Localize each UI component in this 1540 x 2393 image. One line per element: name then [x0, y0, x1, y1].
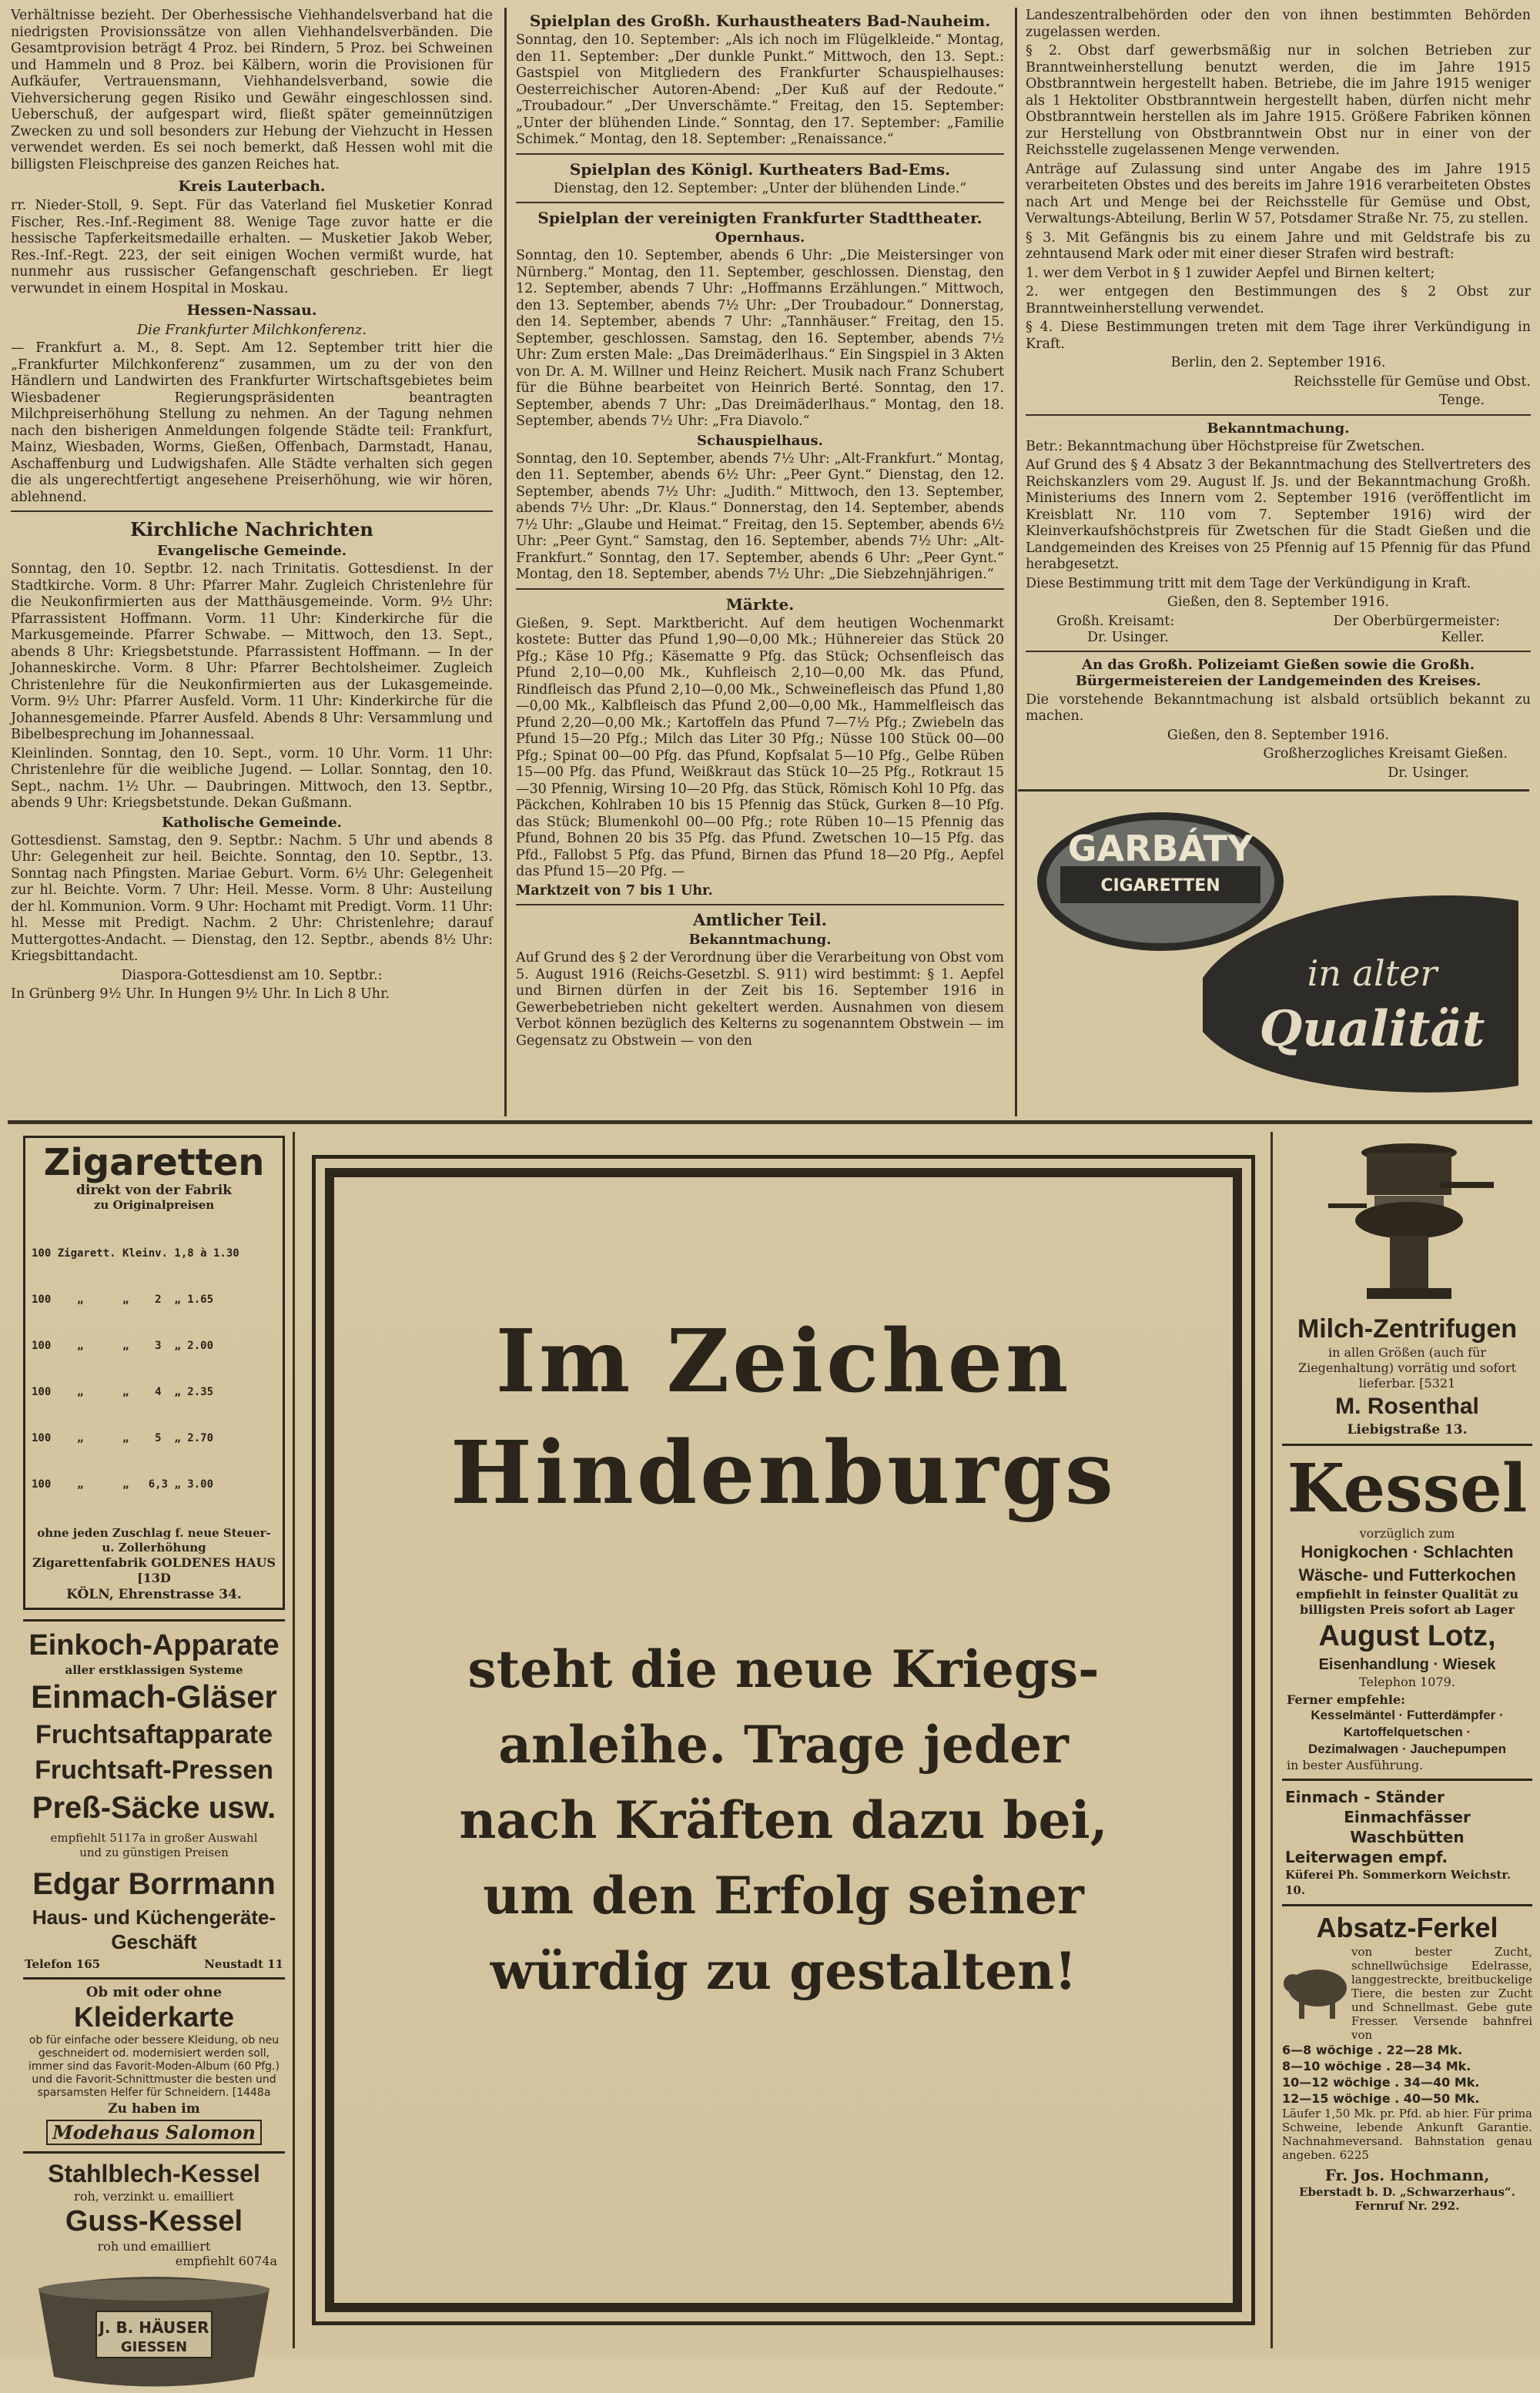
article-diaspora: Diaspora-Gottesdienst am 10. Septbr.:: [121, 967, 383, 983]
borrmann-glaeser: Einmach-Gläser: [31, 1678, 277, 1715]
article-col3-p4: § 3. Mit Gefängnis bis zu einem Jahre und mit Geldstrafe bis zu zehntausend Mark oder mit einer dieser Strafen wird bestraft:: [1026, 229, 1531, 262]
signature-giessen-2: Gießen, den 8. September 1916.: [1167, 727, 1390, 743]
article-ortsueblich: Die vorstehende Bekanntmachung ist alsbald ortsüblich bekannt zu machen.: [1026, 691, 1531, 724]
kleiderkarte-title: Kleiderkarte: [73, 2001, 235, 2033]
kessel-title: Kessel: [1287, 1450, 1528, 1528]
article-marktbericht: Gießen, 9. Sept. Marktbericht. Auf dem heutigen Wochenmarkt kostete: Butter das Pfund 1,90—0,00 Mk.; Hühnereier das Stück 20 Pfg.; Käse 10 Pfg.; Käsematte 9 Pfg. das Stück; Ochsenfleisch das Pfund 2,10—0,00 Mk., Kuhfleisch 2,10—0,00 Mk. das Pfund, Rindfleisch das Pfund 2,10—0,00 Mk., Schweinefleisch das Pfund 1,80—0,00 Mk., Kalbfleisch das Pfund 2,00—0,00 Mk., Hammelfleisch das Pfund 2,20—0,00 Mk.; Kartoffeln das Pfund 7—7½ Pfg.; Zwiebeln das Pfund 15—20 Pfg.; Milch das Liter 30 Pfg.; Nüsse 100 Stück 00—00 Pfg.; Spinat 00—00 Pfg. das Pfund, Kopfsalat 5—10 Pfg., Gelbe Rüben 15—00 Pfg. das Pfund, Weißkraut das Stück 10—25 Pfg., Rotkraut 15—30 Pfennig, Wirsing 10—20 Pfg. das Stück, Römisch Kohl 10 Pfg. das Päckchen, Kohlraben 10 bis 15 Pfennig das Stück, Gurken 8—10 Pfg. das Stück; Blumenkohl 00—00 Pfg.; rote Rüben 10—15 Pfennig das Pfund, Bohnen 20 bis 35 Pfg. das Pfund. Zwetschen 10—15 Pfg. das Pfd., Fallobst 5 Pfg. das Pfund, Birnen das Pfund 18—20 Pfg., Aepfel das Pfund 15—20 Pfg. —: [516, 615, 1004, 879]
heading-spielplan-nauheim: Spielplan des Großh. Kurhaustheaters Bad-Nauheim.: [529, 12, 991, 30]
haeuser-empfiehlt: empfiehlt 6074a: [175, 2254, 277, 2268]
heading-amtlicher-teil: Amtlicher Teil.: [693, 910, 827, 929]
zigaretten-orig: zu Originalpreisen: [93, 1198, 215, 1212]
divider: [516, 588, 1004, 590]
pig-icon: [1282, 1945, 1351, 2030]
ferkel-garantie: Läufer 1,50 Mk. pr. Pfd. ab hier. Für prima Schweine, lebende Ankunft Garantie. Nachnahmeversand. Bahnstation genau angeben. 6225: [1282, 2107, 1532, 2162]
signature-usinger: Dr. Usinger.: [1087, 629, 1169, 645]
price-row: 100 „ „ 4 „ 2.35: [32, 1386, 214, 1398]
divider: [11, 510, 493, 512]
sommerkorn-kueferei: Küferei Ph. Sommerkorn Weichstr. 10.: [1285, 1868, 1512, 1897]
garbaty-in-alter-text: in alter: [1307, 952, 1438, 994]
ad-milch-zentrifugen: [1282, 1136, 1532, 1446]
price-row: 100 „ „ 5 „ 2.70: [32, 1432, 214, 1444]
kettle-icon: [23, 2273, 285, 2388]
article-col3-p6: 2. wer entgegen den Bestimmungen des § 2 Obst zur Branntweinherstellung verwendet.: [1026, 284, 1531, 316]
column-rule: [293, 1132, 295, 2348]
haeuser-brand-text: J. B. HÄUSER: [99, 2318, 209, 2337]
garbaty-logo: [1026, 801, 1531, 1109]
signature-reichsstelle: Reichsstelle für Gemüse und Obst.: [1294, 373, 1531, 390]
ferkel-preis-3: 10—12 wöchige . 34—40 Mk.: [1282, 2075, 1480, 2090]
sommerkorn-faesser: Einmachfässer: [1344, 1808, 1471, 1826]
kriegsanleihe-im-zeichen: Im Zeichen: [495, 1311, 1072, 1412]
borrmann-pressen: Fruchtsaft-Pressen: [35, 1755, 273, 1785]
heading-evangelische-gemeinde: Evangelische Gemeinde.: [156, 543, 347, 559]
column-3: [1026, 8, 1531, 793]
kriegsanleihe-text-2: anleihe. Trage jeder: [498, 1715, 1069, 1775]
borrmann-geschaeft: Haus- und Küchengeräte-Geschäft: [32, 1906, 276, 1953]
article-col3-p2: § 2. Obst darf gewerbsmäßig nur in solchen Betrieben zur Branntweinherstellung benutzt werden, die im Jahre 1915 Obstbranntwein hergestellt haben. Betriebe, die im Jahre 1915 weniger als 1 Hektoliter Obstbranntwein hergestellt haben, dürfen nicht mehr Obstbranntwein herstellen als im Jahre 1915. Größere Fabriken können zur Herstellung von Obstbranntwein Obst nur in einer von der Reichsstelle zugelassenen Menge verwenden.: [1026, 43, 1531, 158]
article-zwetschen: Auf Grund des § 4 Absatz 3 der Bekanntmachung des Stellvertreters des Reichskanzlers vom 29. August lf. Js. und der Bekanntmachung Großh. Ministeriums des Innern vom 2. September 1916 (veröffentlicht im Kreisblatt Nr. 110 vom 7. September 1916) wird der Kleinverkaufshöchstpreis für Zwetschen für die Stadt Gießen und die Landgemeinden des Kreises von 25 Pfennig auf 15 Pfennig für das Pfund herabgesetzt.: [1026, 457, 1531, 572]
borrmann-saecke: Preß-Säcke usw.: [32, 1791, 276, 1825]
kriegsanleihe-hindenburgs: Hindenburgs: [450, 1423, 1116, 1524]
centrifuge-illustration: [1282, 1136, 1532, 1313]
ferkel-preis-1: 6—8 wöchige . 22—28 Mk.: [1282, 2043, 1463, 2057]
heading-kreis-lauterbach: Kreis Lauterbach.: [178, 178, 326, 195]
article-katholisch: Gottesdienst. Samstag, den 9. Septbr.: Nachm. 5 Uhr und abends 8 Uhr: Gelegenheit zur heil. Beichte. Sonntag, den 10. Septbr., 13. Sonntag nach Pfingsten. Mariae Geburt. Vorm. 6½ Uhr: Gelegenheit zur hl. Beichte. Vorm. 7 Uhr: Heil. Messe. Vorm. 8 Uhr: Austeilung der hl. Kommunion. Vorm. 9 Uhr: Hochamt mit Predigt. Vorm. 11 Uhr: hl. Messe mit Predigt. Nachm. 2 Uhr: Christenlehre; darauf Muttergottes-Andacht. — Dienstag, den 12. Septbr., abends 8½ Uhr: Kriegsbittandacht.: [11, 832, 493, 964]
kleiderkarte-text: ob für einfache oder bessere Kleidung, ob neu geschneidert od. modernisiert werden soll, immer sind das Favorit-Moden-Album (60 Pfg.) und die Favorit-Schnittmuster die besten und sparsamsten Helfer für Schneidern. [1448a: [28, 2034, 280, 2099]
column-rule: [504, 8, 507, 1116]
milch-rosenthal: M. Rosenthal: [1335, 1394, 1479, 1419]
heading-hessen-nassau: Hessen-Nassau.: [186, 302, 317, 319]
right-ads-column: [1282, 1136, 1532, 2348]
signature-kreisamt: Großh. Kreisamt:: [1056, 613, 1175, 629]
kessel-eisenhandlung: Eisenhandlung · Wiesek: [1318, 1656, 1496, 1673]
ad-ferkel: [1282, 1906, 1532, 2217]
milch-text: in allen Größen (auch für Ziegenhaltung) vorrätig und sofort lieferbar. [5321: [1297, 1345, 1517, 1391]
kriegsanleihe-text-5: würdig zu gestalten!: [490, 1941, 1077, 2001]
centrifuge-icon: [1282, 1136, 1532, 1313]
price-row: 100 „ „ 2 „ 1.65: [32, 1294, 214, 1306]
kessel-telephon: Telephon 1079.: [1359, 1675, 1455, 1689]
borrmann-einkoch: Einkoch-Apparate: [28, 1629, 280, 1662]
article-bekanntmachung-obst: Auf Grund des § 2 der Verordnung über die Verarbeitung von Obst vom 5. August 1916 (Reichs-Gesetzbl. S. 911) wird bestimmt: § 1. Aepfel und Birnen dürfen in der Zeit bis 16. September 1916 in Gewerbebetrieben nicht gekeltert werden. Ausnahmen von diesem Verbot können bezüglich des Kelterns zu sogenanntem Obstwein — im Gegensatz zu Obstwein — von den: [516, 950, 1004, 1049]
kleiderkarte-intro: Ob mit oder ohne: [85, 1984, 223, 2000]
section-divider: [8, 1120, 1532, 1124]
haeuser-stahlblech: Stahlblech-Kessel: [48, 2160, 260, 2187]
haeuser-roh: roh und emailliert: [97, 2239, 211, 2254]
signature-giessen: Gießen, den 8. September 1916.: [1167, 594, 1390, 610]
zigaretten-fabrik: Zigarettenfabrik GOLDENES HAUS [13D: [32, 1555, 276, 1585]
zigaretten-price-table: [32, 1215, 276, 1523]
article-milchkonferenz: — Frankfurt a. M., 8. Sept. Am 12. September tritt hier die „Frankfurter Milchkonferenz“ zusammen, um zu der von den Händlern und Landwirten des Frankfurter Wirtschaftsgebietes beim Wiesbadener Regierungspräsidenten beantragten Milchpreiserhöhung Stellung zu nehmen. An der Tagung nehmen nach den bisherigen Anmeldungen folgende Städte teil: Frankfurt, Mainz, Wiesbaden, Worms, Gießen, Offenbach, Darmstadt, Hanau, Aschaffenburg und Ludwigshafen. Alle Städte verhalten sich gegen die als ungerechtfertigt angesehene Preiserhöhung, wie wir hören, ablehnend.: [11, 340, 493, 505]
sommerkorn-staender: Einmach - Ständer: [1285, 1788, 1445, 1806]
column-1: [11, 8, 493, 1101]
article-opernhaus: Sonntag, den 10. September, abends 6 Uhr: „Die Meistersinger von Nürnberg.“ Montag, den 11. September, geschlossen. Dienstag, den 12. September, abends 7 Uhr: „Hoffmanns Erzählungen.“ Mittwoch, den 13. September, abends 7½ Uhr: „Der Troubadour.“ Donnerstag, den 14. September, abends 7 Uhr: „Tannhäuser.“ Freitag, den 15. September, geschlossen. Samstag, den 16. September, abends 7½ Uhr: Zum ersten Male: „Das Dreimäderlhaus.“ Ein Singspiel in 3 Akten von Dr. A. M. Willner und Heinz Reichert. Musik nach Franz Schubert für die Bühne bearbeitet von Heinrich Berté. Sonntag, den 17. September, abends 7 Uhr: „Das Dreimäderlhaus.“ Montag, den 18. September, abends 7½ Uhr: „Fra Diavolo.“: [516, 248, 1004, 429]
ferkel-preis-4: 12—15 wöchige . 40—50 Mk.: [1282, 2091, 1480, 2106]
ad-divider: [1018, 789, 1529, 792]
heading-schauspielhaus: Schauspielhaus.: [697, 432, 823, 449]
price-row: 100 Zigarett. Kleinv. 1,8 à 1.30: [32, 1247, 239, 1260]
article-betr: Betr.: Bekanntmachung über Höchstpreise für Zwetschen.: [1026, 438, 1425, 454]
heading-spielplan-ems: Spielplan des Königl. Kurtheaters Bad-Ems.: [569, 159, 951, 179]
haeuser-guss: Guss-Kessel: [65, 2205, 243, 2237]
kessel-empfiehlt: empfiehlt in feinster Qualität zu billigsten Preis sofort ab Lager: [1296, 1587, 1518, 1617]
article-kleinlinden: Kleinlinden. Sonntag, den 10. Sept., vorm. 10 Uhr. Vorm. 11 Uhr: Christenlehre für die weibliche Jugend. — Lollar. Sonntag, den 10. Sept., nachm. 1½ Uhr. — Daubringen. Mittwoch, den 13. Septbr., abends 9 Uhr: Kriegsbetstunde. Dekan Gußmann.: [11, 745, 493, 811]
sommerkorn-buetten: Waschbütten: [1350, 1828, 1465, 1846]
heading-katholische-gemeinde: Katholische Gemeinde.: [162, 814, 342, 831]
ad-zigaretten: [23, 1136, 285, 1610]
article-marktzeit: Marktzeit von 7 bis 1 Uhr.: [516, 882, 713, 899]
divider: [516, 202, 1004, 203]
zigaretten-note: ohne jeden Zuschlag f. neue Steuer- u. Zollerhöhung: [37, 1526, 271, 1555]
article-col3-p3: Anträge auf Zulassung sind unter Angabe des im Jahre 1915 verarbeiteten Obstes und des bereits im Jahre 1916 verarbeiteten Obstes nach Art und Menge bei der Reichsstelle für Gemüse und Obst, Verwaltungs-Abteilung, Berlin W 57, Potsdamer Straße Nr. 75, zu stellen.: [1026, 161, 1531, 226]
price-row: 100 „ „ 6,3 „ 3.00: [32, 1478, 214, 1491]
article-nieder-stoll: rr. Nieder-Stoll, 9. Sept. Für das Vaterland fiel Musketier Konrad Fischer, Res.-Inf.-Regiment 88. Wenige Tage zuvor hatte er die hessische Tapferkeitsmedaille erhalten. — Musketier Jakob Weber, Res.-Inf.-Regt. 223, der seit einigen Wochen vermißt wurde, hat nunmehr aus russischer Gefangenschaft geschrieben. Er liegt verwundet in einem Hospital in Moskau.: [11, 198, 493, 296]
sommerkorn-leiterwagen: Leiterwagen empf.: [1285, 1848, 1448, 1866]
article-evangelisch: Sonntag, den 10. Septbr. 12. nach Trinitatis. Gottesdienst. In der Stadtkirche. Vorm. 8 Uhr: Pfarrer Mahr. Zugleich Christenlehre für die Neukonfirmierten aus der Matthäusgemeinde. Vorm. 9½ Uhr: Pfarrassistent Hoffmann. Vorm. 11 Uhr: Kinderkirche für die Markusgemeinde. Pfarrer Schwabe. — Mittwoch, den 13. Sept., abends 8 Uhr: Kriegsbetstunde. Pfarrassistent Hoffmann. — In der Johanneskirche. Vorm. 8 Uhr: Pfarrer Bechtolsheimer. Zugleich Christenlehre für die Neukonfirmierten aus der Lukasgemeinde. Vorm. 9½ Uhr: Pfarrer Ausfeld. Vorm. 11 Uhr: Kinderkirche für die Johannesgemeinde. Pfarrer Ausfeld. Abends 8 Uhr: Versammlung und Bibelbesprechung im Johannessaal.: [11, 561, 493, 742]
borrmann-adresse: Neustadt 11: [204, 1957, 283, 1971]
ad-haeuser: [23, 2154, 285, 2393]
borrmann-fruchtsaftapparate: Fruchtsaftapparate: [35, 1720, 273, 1749]
kleiderkarte-zu-haben: Zu haben im: [108, 2101, 200, 2117]
article-col3-p7: § 4. Diese Bestimmungen treten mit dem Tage ihrer Verkündigung in Kraft.: [1026, 320, 1531, 352]
haeuser-city-text: GIESSEN: [120, 2339, 188, 2355]
article-inkraft: Diese Bestimmung tritt mit dem Tage der Verkündigung in Kraft.: [1026, 575, 1471, 591]
heading-opernhaus: Opernhaus.: [715, 229, 805, 246]
signature-place-date: Berlin, den 2. September 1916.: [1170, 355, 1386, 370]
kessel-waesche: Wäsche- und Futterkochen: [1298, 1565, 1516, 1585]
ferkel-adresse: Eberstadt b. D. „Schwarzerhaus“. Fernruf Nr. 292.: [1299, 2185, 1515, 2213]
signature-usinger-2: Dr. Usinger.: [1388, 765, 1469, 781]
borrmann-empfiehlt: empfiehlt 5117a in großer Auswahl und zu günstigen Preisen: [50, 1831, 258, 1859]
kessel-vorzueglich: vorzüglich zum: [1359, 1526, 1455, 1541]
haeuser-verzinkt: roh, verzinkt u. emailliert: [74, 2189, 234, 2204]
kettle-illustration: [23, 2273, 285, 2388]
pig-illustration: [1282, 1945, 1351, 2042]
borrmann-name: Edgar Borrmann: [32, 1867, 276, 1901]
ad-kleiderkarte: [23, 1980, 285, 2154]
kessel-honig: Honigkochen · Schlachten: [1301, 1542, 1514, 1561]
kessel-lotz-name: August Lotz,: [1318, 1620, 1496, 1652]
salomon-logo: Modehaus Salomon: [46, 2120, 262, 2145]
article-col3-p1: Landeszentralbehörden oder den von ihnen bestimmten Behörden zugelassen werden.: [1026, 8, 1531, 40]
milch-adresse: Liebigstraße 13.: [1347, 1422, 1468, 1437]
article-viehhandel: Verhältnisse bezieht. Der Oberhessische Viehhandelsverband hat die niedrigsten Provisionssätze von allen Viehhandelsverbänden. Die Gesamtprovision beträgt 4 Proz. bei Rindern, 5 Proz. bei Schweinen und Hammeln und 8 Proz. bei Kälbern, worin die Provisionen für Aufkäufer, Vertrauensmann, Viehhandelsverband, sowie die Viehversicherung gegen Risiko und Gewähr eingeschlossen sind. Ueberschuß, der aufgespart wird, fließt später gemeinnützigen Zwecken zu und soll besonders zur Hebung der Viehzucht in Hessen verwendet werden. Es sei noch bemerkt, daß Hessen wohl mit die billigsten Fleischpreise des ganzen Reiches hat.: [11, 8, 493, 172]
garbaty-qualitaet-text: Qualität: [1259, 1000, 1485, 1058]
heading-bekanntmachung: Bekanntmachung.: [688, 932, 832, 948]
divider: [1026, 414, 1531, 416]
ferkel-hochmann: Fr. Jos. Hochmann,: [1324, 2166, 1490, 2184]
ad-sommerkorn: [1282, 1781, 1532, 1906]
kessel-ferner: Ferner empfehle:: [1287, 1692, 1406, 1707]
kriegsanleihe-text-1: steht die neue Kriegs-: [467, 1639, 1100, 1699]
zigaretten-title: Zigaretten: [43, 1141, 265, 1184]
article-schauspielhaus: Sonntag, den 10. September, abends 7½ Uhr: „Alt-Frankfurt.“ Montag, den 11. September, abends 6½ Uhr: „Peer Gynt.“ Dienstag, den 12. September, abends 7½ Uhr: „Judith.“ Mittwoch, den 13. September, abends 7½ Uhr: „Dr. Klaus.“ Donnerstag, den 14. September, abends 7½ Uhr: „Glaube und Heimat.“ Freitag, den 15. September, abends 6½ Uhr: „Peer Gynt.“ Samstag, den 16. September, abends 7½ Uhr: „Alt-Frankfurt.“ Sonntag, den 17. September, abends 6 Uhr: „Peer Gynt.“ Montag, den 18. September, abends 7½ Uhr: „Die Siebzehnjährigen.“: [516, 450, 1004, 582]
heading-milchkonferenz: Die Frankfurter Milchkonferenz.: [136, 322, 367, 338]
column-rule: [1015, 8, 1017, 1116]
milch-title: Milch-Zentrifugen: [1297, 1314, 1518, 1344]
kessel-produkte: Kesselmäntel · Futterdämpfer · Kartoffelquetschen · Dezimalwagen · Jauchepumpen: [1308, 1708, 1506, 1756]
kriegsanleihe-text-3: nach Kräften dazu bei,: [459, 1790, 1108, 1850]
article-nauheim: Sonntag, den 10. September: „Als ich noch im Flügelkleide.“ Montag, den 11. September: „Der dunkle Punkt.“ Mittwoch, den 13. Sept.: Gastspiel von Mitgliedern des Frankfurter Schauspielhauses: Oesterreichischer Autoren-Abend: „Der Kuß auf der Redoute.“ „Troubadour.“ „Der Unverschämte.“ Freitag, den 15. September: „Unter der blühenden Linde.“ Sonntag, den 17. September: „Familie Schimek.“ Montag, den 18. September: „Renaissance.“: [516, 32, 1004, 147]
garbaty-brand-text: GARBÁTY: [1067, 828, 1254, 869]
ferkel-preis-2: 8—10 wöchige . 28—34 Mk.: [1282, 2059, 1471, 2073]
kessel-ausfuehrung: in bester Ausführung.: [1287, 1758, 1424, 1772]
ferkel-text: von bester Zucht, schnellwüchsige Edelrasse, langgestreckte, breitbuckelige Tiere, die besten zur Zucht und Schnellmast. Gebe gute Fresser. Versende bahnfrei von: [1351, 1945, 1532, 2042]
heading-maerkte: Märkte.: [725, 594, 795, 614]
garbaty-ad: [1026, 801, 1531, 1109]
borrmann-telefon: Telefon 165: [25, 1957, 101, 1971]
zigaretten-sub: direkt von der Fabrik: [76, 1183, 232, 1198]
ferkel-title: Absatz-Ferkel: [1316, 1912, 1498, 1943]
column-rule: [1270, 1132, 1273, 2348]
divider: [1026, 651, 1531, 652]
signature-keller: Keller.: [1441, 629, 1485, 645]
article-col3-p5: 1. wer dem Verbot in § 1 zuwider Aepfel und Birnen keltert;: [1026, 265, 1435, 281]
ad-borrmann: [23, 1619, 285, 1980]
kriegsanleihe-ad: [312, 1155, 1255, 2325]
signature-kreisamt-giessen: Großherzogliches Kreisamt Gießen.: [1263, 746, 1508, 761]
left-ads-column: [23, 1136, 285, 2355]
borrmann-systeme: aller erstklassigen Systeme: [65, 1663, 243, 1677]
article-ems: Dienstag, den 12. September: „Unter der blühenden Linde.“: [553, 180, 967, 196]
column-2: [516, 8, 1004, 1101]
heading-bekanntmachung-2: Bekanntmachung.: [1207, 420, 1350, 437]
signature-oberbuergermeister: Der Oberbürgermeister:: [1333, 613, 1500, 629]
heading-spielplan-frankfurt: Spielplan der vereinigten Frankfurter Stadttheater.: [537, 209, 983, 227]
heading-polizeiamt: An das Großh. Polizeiamt Gießen sowie die Großh. Bürgermeistereien der Landgemeinden des Kreises.: [1075, 656, 1481, 689]
divider: [516, 904, 1004, 905]
heading-kirchliche-nachrichten: Kirchliche Nachrichten: [130, 518, 373, 541]
article-diaspora-orte: In Grünberg 9½ Uhr. In Hungen 9½ Uhr. In Lich 8 Uhr.: [11, 986, 390, 1002]
price-row: 100 „ „ 3 „ 2.00: [32, 1340, 214, 1352]
garbaty-cigaretten-text: CIGARETTEN: [1100, 876, 1220, 895]
kriegsanleihe-text-4: um den Erfolg seiner: [483, 1866, 1084, 1926]
kriegsanleihe-inner-frame: [325, 1168, 1242, 2312]
divider: [516, 153, 1004, 155]
ad-kessel-lotz: [1282, 1446, 1532, 1781]
zigaretten-city: KÖLN, Ehrenstrasse 34.: [66, 1587, 242, 1602]
signature-tenge: Tenge.: [1438, 393, 1485, 408]
